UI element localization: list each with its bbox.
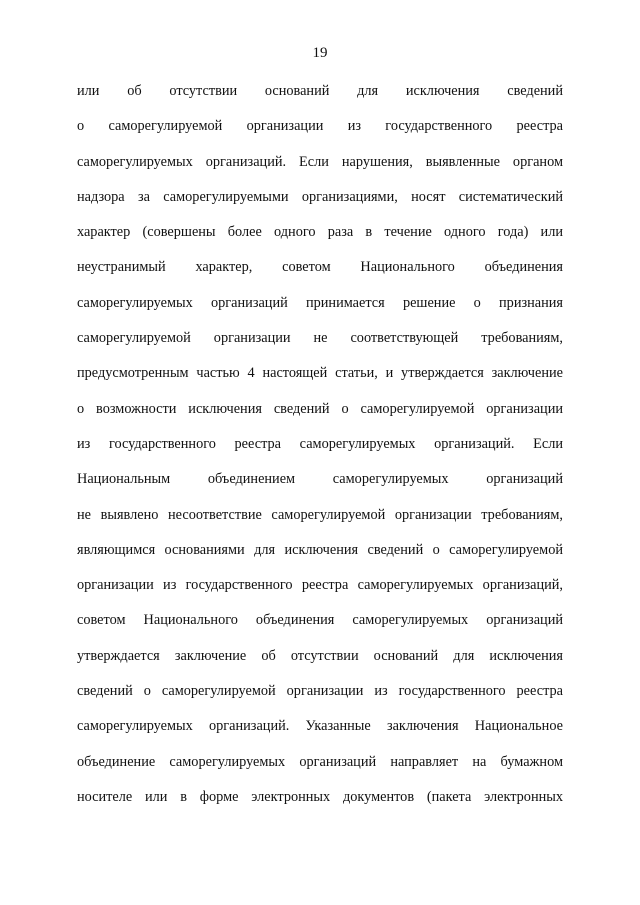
text-line: саморегулируемых организаций. Если нарушения, выявленные органом bbox=[77, 153, 563, 170]
document-body bbox=[77, 80, 563, 821]
text-line: неустранимый характер, советом Национального объединения bbox=[77, 259, 563, 276]
text-line: носителе или в форме электронных документов (пакета электронных bbox=[77, 788, 563, 805]
text-line: саморегулируемых организаций. Указанные заключения Национальное bbox=[77, 718, 563, 735]
text-line: надзора за саморегулируемыми организациями, носят систематический bbox=[77, 188, 563, 205]
text-line: предусмотренным частью 4 настоящей статьи, и утверждается заключение bbox=[77, 365, 563, 382]
page-number: 19 bbox=[312, 45, 328, 61]
text-line: организации из государственного реестра саморегулируемых организаций, bbox=[77, 577, 563, 594]
text-line: сведений о саморегулируемой организации из государственного реестра bbox=[77, 683, 563, 700]
text-line: саморегулируемой организации не соответствующей требованиям, bbox=[77, 330, 563, 347]
text-line: из государственного реестра саморегулируемых организаций. Если bbox=[77, 435, 563, 452]
text-line: утверждается заключение об отсутствии оснований для исключения bbox=[77, 647, 563, 664]
text-line: объединение саморегулируемых организаций направляет на бумажном bbox=[77, 753, 563, 770]
text-line: советом Национального объединения саморегулируемых организаций bbox=[77, 612, 563, 629]
text-line: характер (совершены более одного раза в течение одного года) или bbox=[77, 224, 563, 241]
text-line: о возможности исключения сведений о саморегулируемой организации bbox=[77, 400, 563, 417]
text-line: саморегулируемых организаций принимается решение о признания bbox=[77, 294, 563, 311]
text-line: или об отсутствии оснований для исключения сведений bbox=[77, 83, 563, 99]
text-line: о саморегулируемой организации из государственного реестра bbox=[77, 118, 563, 135]
text-line: Национальным объединением саморегулируемых организаций bbox=[77, 471, 563, 488]
text-line: являющимся основаниями для исключения сведений о саморегулируемой bbox=[77, 541, 563, 558]
text-line: не выявлено несоответствие саморегулируемой организации требованиям, bbox=[77, 506, 563, 523]
